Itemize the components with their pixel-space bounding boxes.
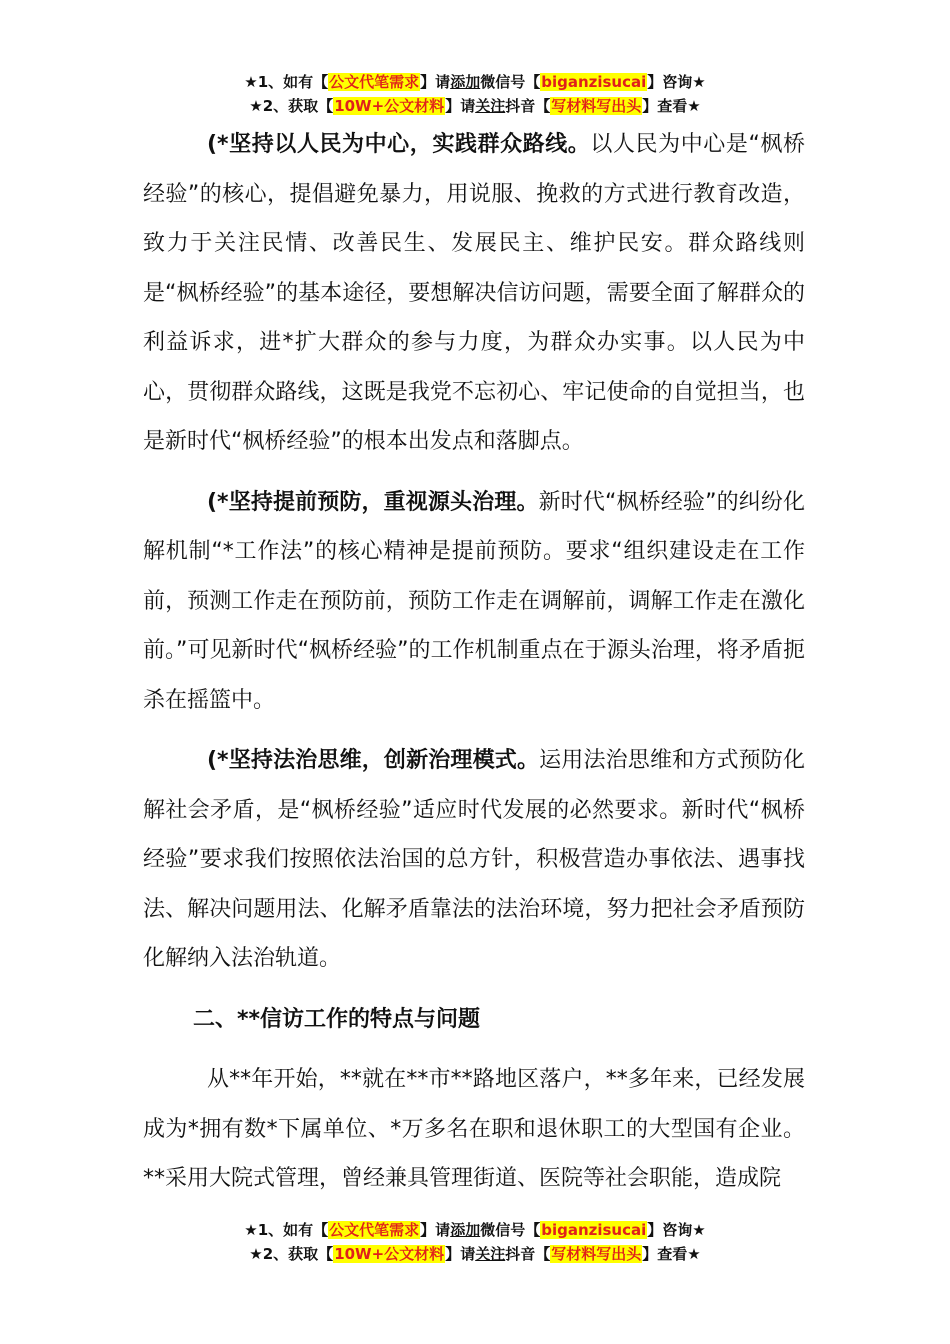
- highlight-tag: 10W+公文材料: [334, 97, 445, 115]
- banner-line-2: ★2、获取【10W+公文材料】请关注抖音【写材料写出头】查看★: [249, 1245, 701, 1263]
- header-banner: [0, 70, 950, 118]
- douyin-account: 写材料写出头: [551, 97, 642, 115]
- footer-banner: [0, 1218, 950, 1266]
- highlight-tag: 10W+公文材料: [334, 1245, 445, 1263]
- paragraph-text: 新时代“枫桥经验”的纠纷化解机制“*工作法”的核心精神是提前预防。要求“组织建设走在工作前，预测工作走在预防前，预防工作走在调解前，调解工作走在激化前。”可见新时代“枫桥经验”的工作机制重点在于源头治理，将矛盾扼杀在摇篮中。: [143, 489, 806, 713]
- paragraph: 从**年开始，**就在**市**路地区落户，**多年来，已经发展成为*拥有数*下属单位、*万多名在职和退休职工的大型国有企业。**采用大院式管理，曾经兼具管理街道、医院等社会职能，造成院: [143, 1067, 805, 1191]
- wechat-id: biganzisucai: [541, 1221, 647, 1239]
- banner-line-1: ★1、如有【公文代笔需求】请添加微信号【biganzisucai】咨询★: [244, 1221, 706, 1239]
- paragraph-text: 以人民为中心是“枫桥经验”的核心，提倡避免暴力，用说服、挽救的方式进行教育改造，致力于关注民情、改善民生、发展民主、维护民安。群众路线则是“枫桥经验”的基本途径，要想解决信访问题，需要全面了解群众的利益诉求，进*扩大群众的参与力度，为群众办实事。以人民为中心，贯彻群众路线，这既是我党不忘初心、牢记使命的自觉担当，也是新时代“枫桥经验”的根本出发点和落脚点。: [143, 132, 805, 454]
- document-body: [143, 120, 805, 1204]
- highlight-tag: 公文代笔需求: [329, 1221, 420, 1239]
- wechat-id: biganzisucai: [541, 73, 647, 91]
- douyin-account: 写材料写出头: [551, 1245, 642, 1263]
- banner-line-1: ★1、如有【公文代笔需求】请添加微信号【biganzisucai】咨询★: [244, 73, 706, 91]
- banner-line-2: ★2、获取【10W+公文材料】请关注抖音【写材料写出头】查看★: [249, 97, 701, 115]
- paragraph-lead: (*坚持法治思维，创新治理模式。: [207, 748, 540, 773]
- paragraph-text: 运用法治思维和方式预防化解社会矛盾，是“枫桥经验”适应时代发展的必然要求。新时代“枫桥经验”要求我们按照依法治国的总方针，积极营造办事依法、遇事找法、解决问题用法、化解矛盾靠法的法治环境，努力把社会矛盾预防化解纳入法治轨道。: [143, 748, 805, 971]
- paragraph: [143, 478, 805, 726]
- paragraph-lead: (*坚持提前预防，重视源头治理。: [207, 489, 539, 515]
- paragraph: [143, 736, 805, 984]
- highlight-tag: 公文代笔需求: [329, 73, 420, 91]
- paragraph: [143, 120, 805, 467]
- section-heading: 二、**信访工作的特点与问题: [193, 1006, 481, 1032]
- paragraph-lead: (*坚持以人民为中心，实践群众路线。: [207, 132, 591, 157]
